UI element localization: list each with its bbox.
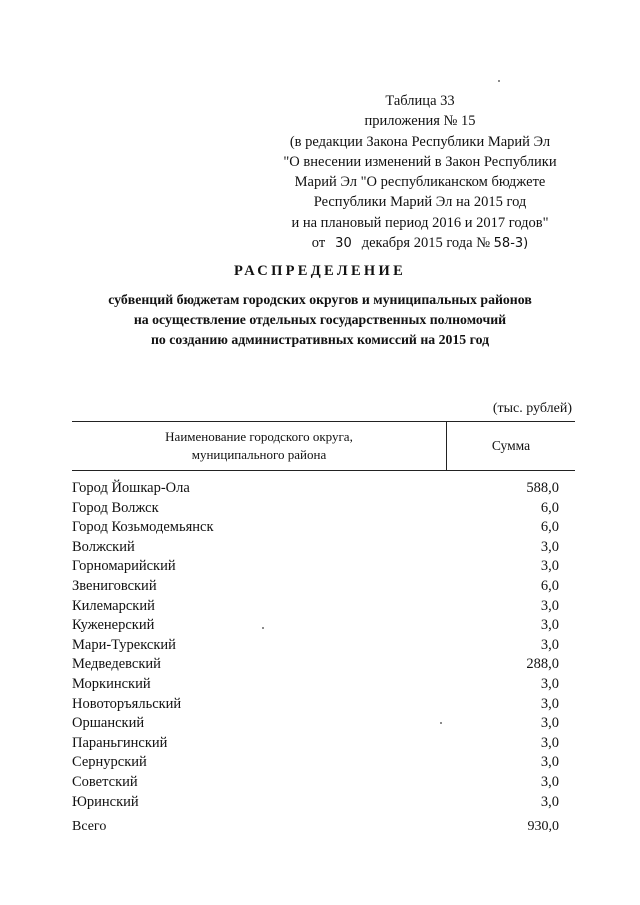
table-row [72,774,575,794]
header-line: Республики Марий Эл на 2015 год [313,194,527,211]
table-row [72,715,575,735]
subtitle-line: по созданию административных комиссий на 2015 год [150,332,490,347]
subvention-amount: 288,0 [526,656,559,673]
header-line: "О внесении изменений в Закон Республики [283,153,557,170]
column-header-name-line: муниципального района [191,447,327,462]
header-line: приложения № 15 [364,113,476,130]
date-day: 30 [335,236,352,252]
column-header-name-line: Наименование городского округа, [165,429,353,444]
subvention-amount: 3,0 [540,675,559,692]
subvention-amount: 3,0 [540,754,559,771]
table-row [72,794,575,814]
scan-speck [498,80,500,82]
table-row [72,578,575,598]
table-row [72,617,575,637]
table-header [72,421,575,471]
header-line: Марий Эл "О республиканском бюджете [294,174,546,191]
table-row [72,637,575,657]
subvention-amount: 3,0 [540,695,559,712]
district-name: Килемарский [72,597,155,614]
total-label: Всего [72,819,107,835]
subvention-amount: 3,0 [540,734,559,751]
appendix-header [240,91,600,254]
subvention-amount: 3,0 [540,538,559,555]
table-row [72,754,575,774]
subvention-amount: 3,0 [540,793,559,810]
header-line: Таблица 33 [385,93,455,109]
table-row [72,656,575,676]
district-name: Волжский [72,538,135,555]
law-date-line [240,233,600,254]
subvention-amount: 3,0 [540,558,559,575]
district-name: Сернурский [72,754,147,771]
document-subtitle [60,290,580,350]
table-body [72,480,575,813]
subvention-amount: 3,0 [540,773,559,790]
total-value: 930,0 [527,819,559,835]
district-name: Параньгинский [72,734,168,751]
table-row [72,500,575,520]
units-label: (тыс. рублей) [492,401,572,416]
district-name: Звениговский [72,577,157,594]
date-prefix: от [311,235,326,252]
table-row [72,598,575,618]
district-name: Город Волжск [72,499,159,516]
subvention-amount: 6,0 [540,577,559,594]
subvention-amount: 3,0 [540,597,559,614]
district-name: Оршанский [72,715,145,732]
district-name: Новоторъяльский [72,695,182,712]
district-name: Юринский [72,793,139,810]
district-name: Город Йошкар-Ола [72,480,190,496]
distribution-table [72,421,575,835]
law-number: 58-3) [493,236,529,252]
header-line: и на плановый период 2016 и 2017 годов" [291,214,549,231]
table-row [72,539,575,559]
subtitle-line: на осуществление отдельных государственных полномочий [133,312,507,327]
total-row [72,819,575,835]
district-name: Город Козьмодемьянск [72,519,214,536]
header-line: (в редакции Закона Республики Марий Эл [289,133,551,150]
district-name: Медведевский [72,656,161,673]
district-name: Советский [72,773,138,790]
subvention-amount: 588,0 [526,480,559,496]
document-title: РАСПРЕДЕЛЕНИЕ [233,263,407,279]
table-row [72,519,575,539]
subvention-amount: 3,0 [540,617,559,634]
scan-speck [262,627,264,629]
subvention-amount: 3,0 [540,636,559,653]
subvention-amount: 3,0 [540,715,559,732]
table-row [72,735,575,755]
column-header-name [72,422,447,470]
scan-speck [440,722,442,724]
subtitle-line: субвенций бюджетам городских округов и муниципальных районов [108,292,532,307]
date-rest: декабря 2015 года № [361,235,491,252]
table-row [72,480,575,500]
district-name: Мари-Турекский [72,636,176,653]
table-row [72,696,575,716]
district-name: Куженерский [72,617,155,634]
table-row [72,676,575,696]
column-header-sum: Сумма [491,438,531,453]
district-name: Моркинский [72,675,151,692]
subvention-amount: 6,0 [540,519,559,536]
district-name: Горномарийский [72,558,176,575]
subvention-amount: 6,0 [540,499,559,516]
table-row [72,558,575,578]
